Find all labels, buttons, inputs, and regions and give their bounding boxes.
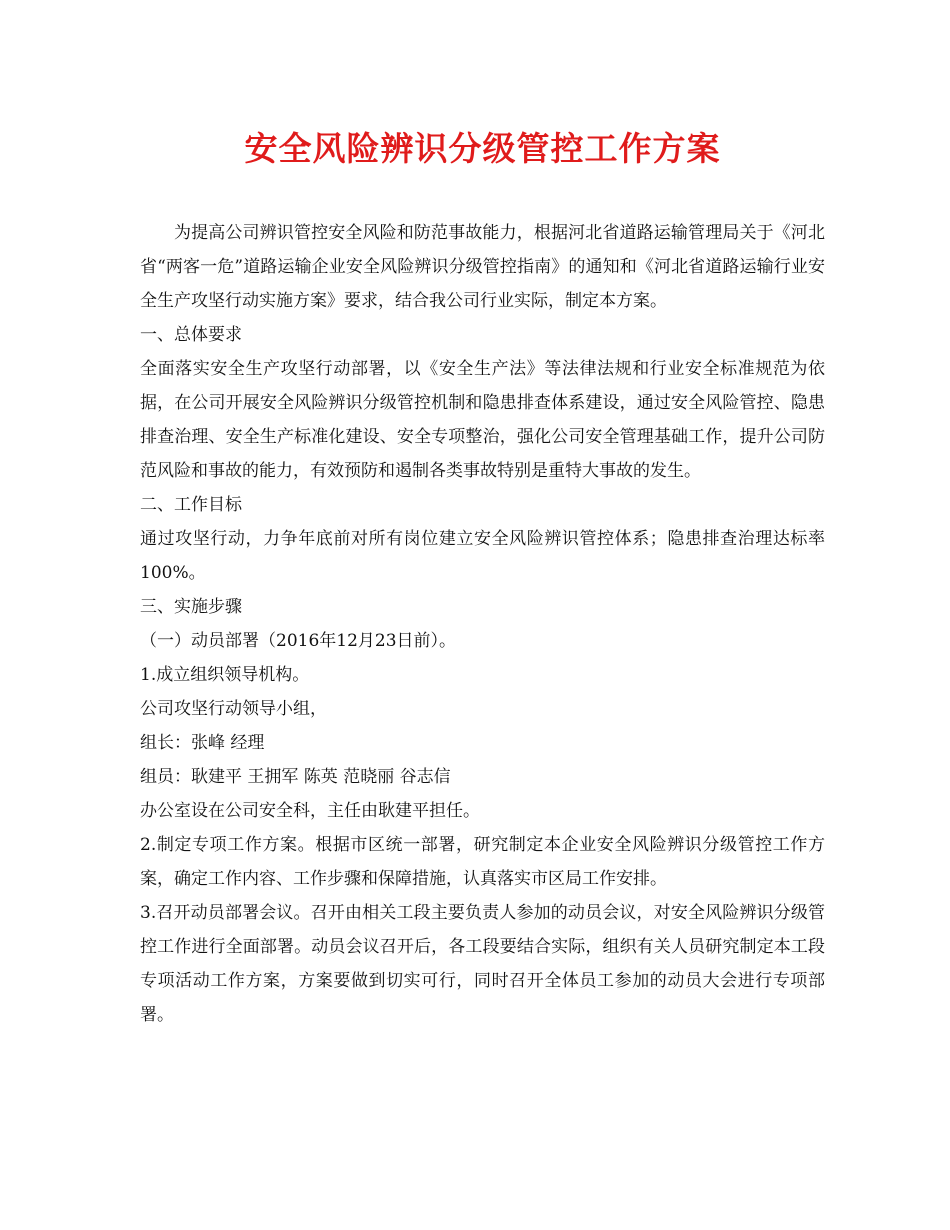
section-heading-work-goals: 二、工作目标 bbox=[140, 495, 242, 515]
section-body-overall-requirements: 全面落实安全生产攻坚行动部署，以《安全生产法》等法律法规和行业安全标准规范为依据，在公司开展安全风险辨识分级管控机制和隐患排查体系建设，通过安全风险管控、隐患排查治理、安全生产标准化建设、安全专项整治，强化公司安全管理基础工作，提升公司防范风险和事故的能力，有效预防和遏制各类事故特别是重特大事故的发生。 bbox=[140, 359, 825, 481]
group-members-line: 组员：耿建平 王拥军 陈英 范晓丽 谷志信 bbox=[140, 767, 451, 787]
section-heading-overall-requirements: 一、总体要求 bbox=[140, 325, 242, 345]
step-heading-mobilization: （一）动员部署（2016年12月23日前）。 bbox=[140, 631, 457, 651]
leadership-group-line: 公司攻坚行动领导小组， bbox=[140, 699, 327, 719]
office-location-line: 办公室设在公司安全科，主任由耿建平担任。 bbox=[140, 801, 480, 821]
list-item-work-plan: 2.制定专项工作方案。根据市区统一部署，研究制定本企业安全风险辨识分级管控工作方案，确定工作内容、工作步骤和保障措施，认真落实市区局工作安排。 bbox=[140, 835, 825, 889]
list-item-establish-leadership: 1.成立组织领导机构。 bbox=[140, 665, 310, 685]
list-item-mobilization-meeting: 3.召开动员部署会议。召开由相关工段主要负责人参加的动员会议，对安全风险辨识分级管控工作进行全面部署。动员会议召开后，各工段要结合实际，组织有关人员研究制定本工段专项活动工作方案，方案要做到切实可行，同时召开全体员工参加的动员大会进行专项部署。 bbox=[140, 903, 825, 1025]
document-page bbox=[140, 120, 825, 1032]
section-heading-implementation-steps: 三、实施步骤 bbox=[140, 597, 242, 617]
document-title: 安全风险辨识分级管控工作方案 bbox=[244, 129, 721, 168]
group-leader-line: 组长：张峰 经理 bbox=[140, 733, 265, 753]
section-body-work-goals: 通过攻坚行动，力争年底前对所有岗位建立安全风险辨识管控体系；隐患排查治理达标率100%。 bbox=[140, 529, 825, 583]
intro-paragraph: 为提高公司辨识管控安全风险和防范事故能力，根据河北省道路运输管理局关于《河北省“两客一危”道路运输企业安全风险辨识分级管控指南》的通知和《河北省道路运输行业安全生产攻坚行动实施方案》要求，结合我公司行业实际，制定本方案。 bbox=[140, 223, 825, 311]
